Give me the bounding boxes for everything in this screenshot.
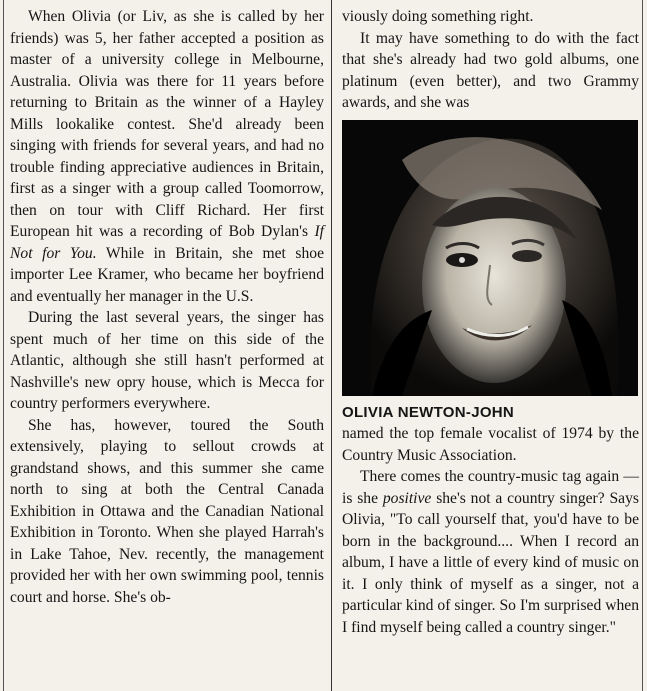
- page-border-left: [3, 0, 4, 691]
- paragraph-atlantic: During the last several years, the singer has spent much of her time on this side of the Atlantic, although she still hasn't performed at Nashville's new opry house, which is Mecca for country performers everywhere.: [10, 309, 324, 412]
- portrait-photo: [342, 120, 638, 396]
- paragraph-childhood: [10, 6, 324, 307]
- photo-caption: OLIVIA NEWTON-JOHN: [342, 403, 515, 421]
- paragraph-text: While in Britain, she met shoe importer Lee Kramer, who became her boyfriend and eventually her manager in the U.S.: [10, 244, 324, 305]
- paragraph-tours: She has, however, toured the South extensively, playing to sellout crowds at grandstand shows, and this summer she came north to sing at both the Central Canada Exhibition in Ottawa and the Canadian National Exhibition in Toronto. When she played Harrah's in Lake Tahoe, Nev. recently, the management provided her with her own swimming pool, tennis court and horse. She's ob-: [10, 416, 324, 606]
- left-column: [10, 6, 324, 608]
- paragraph-awards-continued: named the top female vocalist of 1974 by the Country Music Association.: [342, 425, 639, 464]
- paragraph-quote: [342, 466, 639, 638]
- portrait-image: [342, 120, 638, 396]
- paragraph-text: There comes the country-music tag again — is she: [342, 468, 639, 507]
- paragraph-text: she's not a country singer? Says Olivia, "To call yourself that, you'd have to be born in the background.... When I record an album, I have a little of every kind of music on it. I only think of myself as a singer, not a particular kind of singer. So I'm surprised when I find myself being called a country singer.": [342, 489, 639, 636]
- column-divider: [331, 0, 332, 691]
- right-column: [342, 6, 639, 638]
- emphasis: positive: [382, 489, 432, 507]
- paragraph-awards: It may have something to do with the fact that she's already had two gold albums, one platinum (even better), and two Grammy awards, and she was: [342, 29, 639, 111]
- page-border-right: [642, 0, 643, 691]
- paragraph-text: When Olivia (or Liv, as she is called by her friends) was 5, her father accepted a position as master of a university college in Melbourne, Australia. Olivia was there for 11 years before returning to Britain as the winner of a Hayley Mills lookalike contest. She'd already been singing with friends for several years, and had no trouble finding appreciative audiences in Britain, first as a singer with a group called Toomorrow, then on tour with Cliff Richard. Her first European hit was a recording of Bob Dylan's: [10, 8, 324, 240]
- song-title: If Not for You.: [10, 223, 324, 262]
- paragraph-continued: viously doing something right.: [342, 8, 534, 25]
